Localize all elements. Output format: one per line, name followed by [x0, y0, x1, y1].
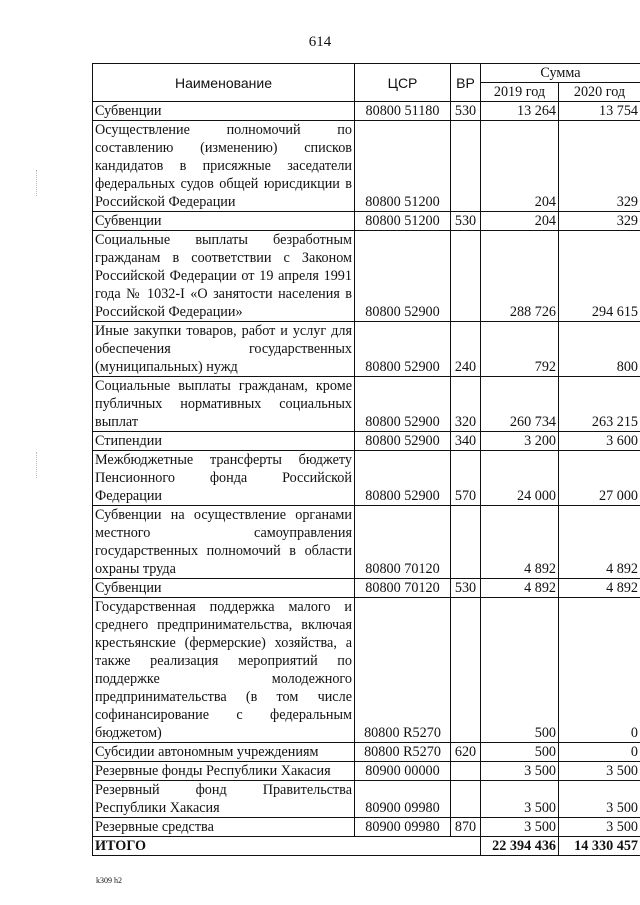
row-2019: 4 892	[481, 506, 559, 579]
table-row	[93, 743, 640, 762]
table-row	[93, 818, 640, 837]
row-name: Резервный фонд Правительства Республики Хакасия	[93, 781, 355, 818]
row-vr: 530	[451, 579, 481, 598]
table-row	[93, 598, 640, 743]
row-name: Субвенции	[93, 102, 355, 121]
row-2020: 294 615	[559, 231, 640, 322]
row-2019: 3 500	[481, 762, 559, 781]
row-2019: 288 726	[481, 231, 559, 322]
binding-mark	[36, 170, 38, 196]
row-vr: 870	[451, 818, 481, 837]
row-2019: 792	[481, 322, 559, 377]
row-2020: 27 000	[559, 451, 640, 506]
header-csr: ЦСР	[355, 64, 451, 102]
row-vr	[451, 598, 481, 743]
row-csr: 80800 52900	[355, 432, 451, 451]
header-year-2019: 2019 год	[481, 83, 559, 102]
row-2020: 800	[559, 322, 640, 377]
row-vr: 340	[451, 432, 481, 451]
row-2019: 500	[481, 743, 559, 762]
row-vr: 240	[451, 322, 481, 377]
table-row	[93, 762, 640, 781]
row-name: Государственная поддержка малого и среднего предпринимательства, включая крестьянские (фермерские) хозяйства, а также реализация мероприятий по поддержке молодежного предпринимательства (в том числе софинансирование с федеральным бюджетом)	[93, 598, 355, 743]
row-2020: 3 500	[559, 818, 640, 837]
row-2019: 204	[481, 121, 559, 212]
header-year-2020: 2020 год	[559, 83, 640, 102]
row-2019: 13 264	[481, 102, 559, 121]
table-row	[93, 451, 640, 506]
row-vr	[451, 506, 481, 579]
table-header-row	[93, 64, 640, 83]
row-name: Субвенции	[93, 579, 355, 598]
row-name: Осуществление полномочий по составлению (изменению) списков кандидатов в присяжные заседатели федеральных судов общей юрисдикции в Российской Федерации	[93, 121, 355, 212]
row-2020: 3 500	[559, 781, 640, 818]
row-vr: 530	[451, 212, 481, 231]
row-2020: 0	[559, 743, 640, 762]
row-csr: 80800 R5270	[355, 598, 451, 743]
row-2020: 4 892	[559, 506, 640, 579]
row-vr	[451, 231, 481, 322]
row-2019: 4 892	[481, 579, 559, 598]
row-csr: 80800 51200	[355, 212, 451, 231]
row-name: Субвенции	[93, 212, 355, 231]
row-name: Субсидии автономным учреждениям	[93, 743, 355, 762]
row-csr: 80900 09980	[355, 818, 451, 837]
row-csr: 80800 52900	[355, 451, 451, 506]
row-2019: 24 000	[481, 451, 559, 506]
row-csr: 80800 R5270	[355, 743, 451, 762]
header-name: Наименование	[93, 64, 355, 102]
row-vr: 570	[451, 451, 481, 506]
row-vr: 620	[451, 743, 481, 762]
row-2020: 4 892	[559, 579, 640, 598]
row-vr	[451, 121, 481, 212]
row-name: Иные закупки товаров, работ и услуг для обеспечения государственных (муниципальных) нужд	[93, 322, 355, 377]
row-vr	[451, 781, 481, 818]
row-name: Резервные фонды Республики Хакасия	[93, 762, 355, 781]
row-csr: 80800 52900	[355, 322, 451, 377]
table-row	[93, 579, 640, 598]
row-csr: 80800 52900	[355, 231, 451, 322]
table-row	[93, 231, 640, 322]
row-2020: 13 754	[559, 102, 640, 121]
row-name: Субвенции на осуществление органами местного самоуправления государственных полномочий в области охраны труда	[93, 506, 355, 579]
row-name: Стипендии	[93, 432, 355, 451]
row-2019: 3 500	[481, 818, 559, 837]
footer-code: k309 h2	[96, 876, 122, 885]
header-vr: ВР	[451, 64, 481, 102]
total-label: ИТОГО	[93, 837, 481, 856]
row-2019: 260 734	[481, 377, 559, 432]
row-csr: 80800 51180	[355, 102, 451, 121]
table-row	[93, 102, 640, 121]
row-2020: 329	[559, 121, 640, 212]
row-csr: 80900 00000	[355, 762, 451, 781]
budget-table	[92, 63, 640, 856]
table-row	[93, 212, 640, 231]
row-2019: 3 200	[481, 432, 559, 451]
table-row	[93, 506, 640, 579]
row-vr: 530	[451, 102, 481, 121]
table-row	[93, 377, 640, 432]
row-2019: 500	[481, 598, 559, 743]
table-row	[93, 121, 640, 212]
row-2020: 3 500	[559, 762, 640, 781]
table-row	[93, 322, 640, 377]
total-2019: 22 394 436	[481, 837, 559, 856]
header-sum: Сумма	[481, 64, 640, 83]
row-vr	[451, 762, 481, 781]
row-2020: 263 215	[559, 377, 640, 432]
row-name: Межбюджетные трансферты бюджету Пенсионного фонда Российской Федерации	[93, 451, 355, 506]
row-2019: 3 500	[481, 781, 559, 818]
table-row	[93, 432, 640, 451]
row-name: Социальные выплаты безработным гражданам в соответствии с Законом Российской Федерации от 19 апреля 1991 года № 1032-I «О занятости населения в Российской Федерации»	[93, 231, 355, 322]
row-csr: 80800 70120	[355, 506, 451, 579]
table-row	[93, 781, 640, 818]
row-csr: 80800 51200	[355, 121, 451, 212]
row-2020: 0	[559, 598, 640, 743]
row-name: Резервные средства	[93, 818, 355, 837]
total-2020: 14 330 457	[559, 837, 640, 856]
row-csr: 80900 09980	[355, 781, 451, 818]
row-name: Социальные выплаты гражданам, кроме публичных нормативных социальных выплат	[93, 377, 355, 432]
row-2020: 3 600	[559, 432, 640, 451]
row-csr: 80800 52900	[355, 377, 451, 432]
total-row	[93, 837, 640, 856]
row-2020: 329	[559, 212, 640, 231]
binding-mark	[36, 452, 38, 478]
page-number: 614	[308, 34, 332, 50]
row-2019: 204	[481, 212, 559, 231]
row-csr: 80800 70120	[355, 579, 451, 598]
row-vr: 320	[451, 377, 481, 432]
